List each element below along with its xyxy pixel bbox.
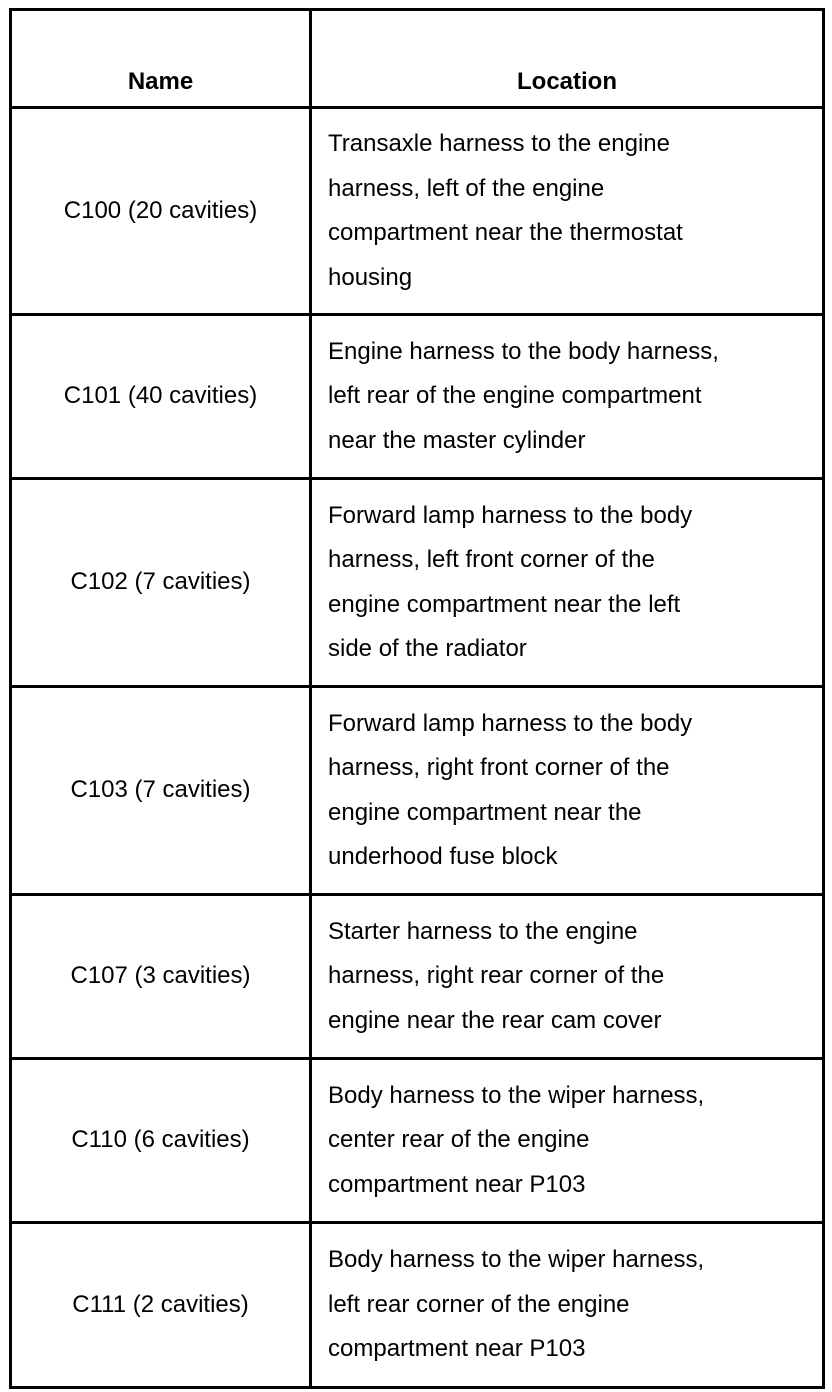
table-row (11, 479, 824, 687)
connector-location-cell (311, 895, 824, 1059)
location-line: Body harness to the wiper harness, (328, 1081, 705, 1109)
connector-location-cell (311, 687, 824, 895)
location-line: underhood fuse block (328, 843, 558, 870)
table-row (11, 1059, 824, 1223)
table-row (11, 108, 824, 315)
location-line: engine near the rear cam cover (328, 1006, 662, 1034)
connector-location-cell (311, 1223, 824, 1388)
connector-name-cell: C103 (7 cavities) (11, 687, 311, 895)
connector-location-table (9, 8, 825, 1389)
connector-name-cell: C101 (40 cavities) (11, 315, 311, 479)
location-line: harness, left front corner of the (328, 546, 655, 573)
connector-name-cell: C111 (2 cavities) (11, 1223, 311, 1388)
table-row (11, 315, 824, 479)
location-line: harness, right front corner of the (328, 754, 670, 781)
column-header-location: Location (311, 10, 824, 108)
column-header-name: Name (11, 10, 311, 108)
location-line: Forward lamp harness to the body (328, 709, 693, 737)
location-line: engine compartment near the (328, 798, 642, 826)
connector-name-cell: C100 (20 cavities) (11, 108, 311, 315)
location-line: Engine harness to the body harness, (328, 337, 719, 365)
connector-location-cell (311, 315, 824, 479)
location-line: Forward lamp harness to the body (328, 501, 693, 529)
table-row (11, 687, 824, 895)
location-line: left rear of the engine compartment (328, 382, 702, 410)
location-line: compartment near P103 (328, 1170, 586, 1198)
table-header (11, 10, 824, 108)
location-line: left rear corner of the engine (328, 1290, 630, 1318)
location-line: Transaxle harness to the engine (328, 130, 670, 157)
header-row (11, 10, 824, 108)
location-line: engine compartment near the left (328, 590, 681, 618)
location-line: compartment near the thermostat (328, 219, 683, 246)
location-line: Body harness to the wiper harness, (328, 1246, 705, 1274)
location-line: center rear of the engine (328, 1126, 590, 1154)
location-line: housing (328, 263, 413, 291)
location-line: near the master cylinder (328, 426, 586, 454)
location-line: harness, left of the engine (328, 174, 605, 202)
location-line: Starter harness to the engine (328, 917, 638, 945)
table-body (11, 108, 824, 1388)
connector-name-cell: C102 (7 cavities) (11, 479, 311, 687)
table-row (11, 895, 824, 1059)
location-line: side of the radiator (328, 635, 527, 662)
connector-location-cell (311, 479, 824, 687)
location-line: compartment near P103 (328, 1335, 586, 1363)
connector-location-cell (311, 108, 824, 315)
connector-name-cell: C107 (3 cavities) (11, 895, 311, 1059)
connector-location-cell (311, 1059, 824, 1223)
location-line: harness, right rear corner of the (328, 962, 665, 990)
connector-name-cell: C110 (6 cavities) (11, 1059, 311, 1223)
table-row (11, 1223, 824, 1388)
